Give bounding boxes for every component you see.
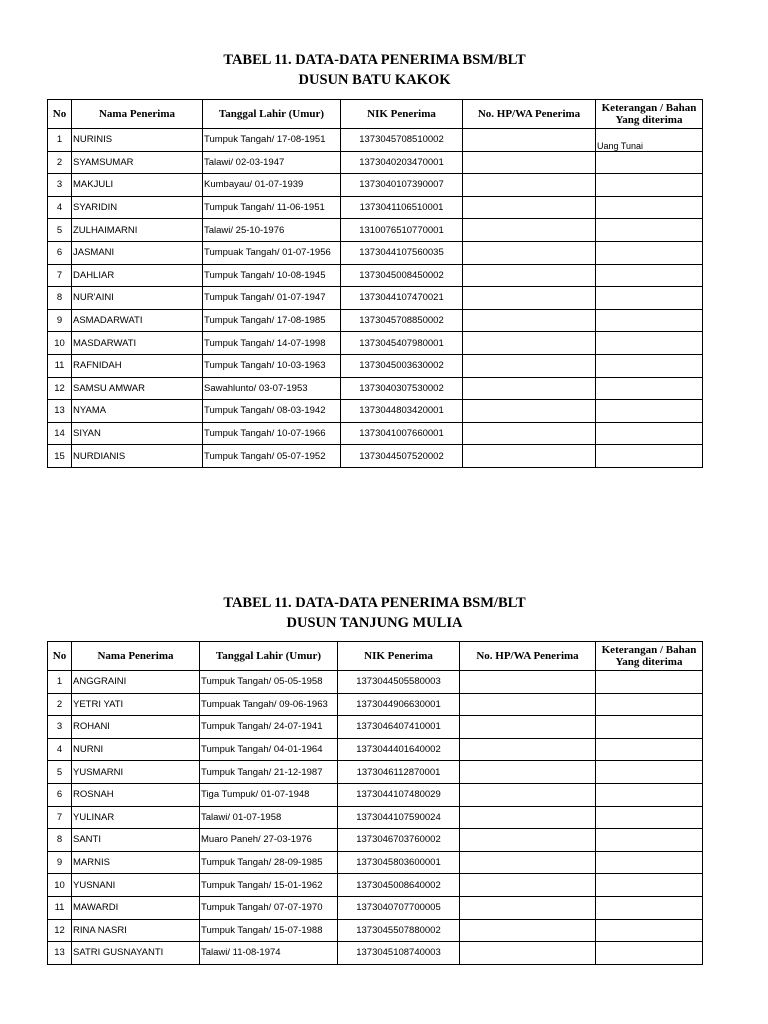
cell-nik: 1373044107590024 [338, 806, 460, 829]
table-title-line2: DUSUN BATU KAKOK [298, 72, 451, 88]
cell-nik: 1373045803600001 [338, 851, 460, 874]
cell-name: NURDIANIS [72, 445, 203, 468]
cell-name: MARNIS [72, 851, 200, 874]
cell-ket [596, 174, 703, 197]
table-row [48, 829, 703, 852]
cell-nik: 1373045008640002 [338, 874, 460, 897]
cell-hp [463, 241, 596, 264]
table-row [48, 942, 703, 965]
cell-no: 6 [48, 241, 72, 264]
cell-ket [596, 942, 703, 965]
cell-dob: Tumpuk Tangah/ 07-07-1970 [200, 896, 338, 919]
cell-name: MAKJULI [72, 174, 203, 197]
cell-nik: 1373045003630002 [341, 354, 463, 377]
header-dob: Tanggal Lahir (Umur) [200, 642, 338, 671]
cell-nik: 1373044507520002 [341, 445, 463, 468]
cell-name: DAHLIAR [72, 264, 203, 287]
cell-hp [463, 129, 596, 152]
cell-name: NYAMA [72, 400, 203, 423]
cell-no: 9 [48, 309, 72, 332]
header-nik: NIK Penerima [341, 100, 463, 129]
table-row [48, 919, 703, 942]
cell-name: NUR'AINI [72, 287, 203, 310]
cell-hp [460, 671, 596, 694]
cell-ket [596, 738, 703, 761]
table-row [48, 287, 703, 310]
table-title-line1: TABEL 11. DATA-DATA PENERIMA BSM/BLT [223, 595, 526, 611]
cell-hp [463, 400, 596, 423]
cell-dob: Talawi/ 02-03-1947 [203, 151, 341, 174]
cell-ket [596, 264, 703, 287]
table-title [47, 50, 702, 90]
cell-nik: 1373044107480029 [338, 783, 460, 806]
cell-ket [596, 445, 703, 468]
header-dob: Tanggal Lahir (Umur) [203, 100, 341, 129]
cell-nik: 1373045708510002 [341, 129, 463, 152]
cell-nik: 1373046407410001 [338, 716, 460, 739]
table-header-row [48, 642, 703, 671]
cell-dob: Tumpuk Tangah/ 21-12-1987 [200, 761, 338, 784]
cell-name: ASMADARWATI [72, 309, 203, 332]
cell-dob: Tumpuk Tangah/ 24-07-1941 [200, 716, 338, 739]
cell-dob: Tumpuk Tangah/ 14-07-1998 [203, 332, 341, 355]
cell-name: NURINIS [72, 129, 203, 152]
cell-ket [596, 806, 703, 829]
cell-dob: Tumpuk Tangah/ 28-09-1985 [200, 851, 338, 874]
table-row [48, 445, 703, 468]
table-title-line2: DUSUN TANJUNG MULIA [286, 615, 463, 631]
cell-ket [596, 671, 703, 694]
table-row [48, 219, 703, 242]
cell-no: 2 [48, 693, 72, 716]
cell-hp [463, 264, 596, 287]
cell-hp [463, 196, 596, 219]
cell-nik: 1373041106510001 [341, 196, 463, 219]
cell-dob: Tumpuk Tangah/ 05-07-1952 [203, 445, 341, 468]
cell-dob: Tumpuk Tangah/ 05-05-1958 [200, 671, 338, 694]
cell-no: 11 [48, 354, 72, 377]
cell-ket [596, 422, 703, 445]
cell-ket [596, 829, 703, 852]
cell-dob: Tumpuak Tangah/ 01-07-1956 [203, 241, 341, 264]
cell-no: 8 [48, 287, 72, 310]
cell-hp [460, 896, 596, 919]
cell-ket [596, 783, 703, 806]
cell-name: SANTI [72, 829, 200, 852]
cell-dob: Tumpuk Tangah/ 01-07-1947 [203, 287, 341, 310]
table-row [48, 174, 703, 197]
table-title-line1: TABEL 11. DATA-DATA PENERIMA BSM/BLT [223, 52, 526, 68]
cell-dob: Tumpuk Tangah/ 10-03-1963 [203, 354, 341, 377]
cell-ket [596, 919, 703, 942]
cell-ket [596, 693, 703, 716]
table-row [48, 196, 703, 219]
cell-dob: Tumpuk Tangah/ 15-07-1988 [200, 919, 338, 942]
cell-no: 1 [48, 671, 72, 694]
cell-no: 3 [48, 716, 72, 739]
cell-no: 11 [48, 896, 72, 919]
table-section-tanjung-mulia [47, 593, 702, 965]
cell-no: 14 [48, 422, 72, 445]
cell-hp [463, 445, 596, 468]
cell-no: 6 [48, 783, 72, 806]
cell-hp [463, 309, 596, 332]
cell-nik: 1373045708850002 [341, 309, 463, 332]
cell-hp [460, 693, 596, 716]
cell-hp [460, 829, 596, 852]
cell-dob: Tumpuk Tangah/ 11-06-1951 [203, 196, 341, 219]
cell-no: 3 [48, 174, 72, 197]
cell-hp [463, 422, 596, 445]
table-row [48, 761, 703, 784]
cell-nik: 1373041007660001 [341, 422, 463, 445]
table-row [48, 264, 703, 287]
cell-dob: Talawi/ 25-10-1976 [203, 219, 341, 242]
cell-hp [460, 874, 596, 897]
cell-dob: Tumpuk Tangah/ 15-01-1962 [200, 874, 338, 897]
cell-name: SIYAN [72, 422, 203, 445]
cell-dob: Tumpuk Tangah/ 17-08-1951 [203, 129, 341, 152]
header-name: Nama Penerima [72, 100, 203, 129]
cell-ket [596, 196, 703, 219]
cell-ket [596, 896, 703, 919]
table-row [48, 151, 703, 174]
cell-name: SAMSU AMWAR [72, 377, 203, 400]
cell-ket [596, 241, 703, 264]
cell-ket [596, 400, 703, 423]
cell-nik: 1373044401640002 [338, 738, 460, 761]
table-row [48, 671, 703, 694]
cell-ket [596, 151, 703, 174]
cell-nik: 1373040307530002 [341, 377, 463, 400]
cell-name: ROSNAH [72, 783, 200, 806]
cell-hp [463, 332, 596, 355]
cell-hp [463, 377, 596, 400]
cell-nik: 1373046703760002 [338, 829, 460, 852]
cell-ket [596, 851, 703, 874]
cell-no: 1 [48, 129, 72, 152]
header-hp: No. HP/WA Penerima [463, 100, 596, 129]
cell-hp [460, 738, 596, 761]
cell-ket [596, 354, 703, 377]
cell-no: 7 [48, 806, 72, 829]
cell-nik: 1373040203470001 [341, 151, 463, 174]
table-row [48, 896, 703, 919]
table-row [48, 716, 703, 739]
recipients-table [47, 641, 703, 965]
cell-no: 5 [48, 219, 72, 242]
cell-dob: Tumpuk Tangah/ 10-07-1966 [203, 422, 341, 445]
header-ket: Keterangan / Bahan Yang diterima [596, 100, 703, 129]
cell-hp [463, 151, 596, 174]
cell-hp [460, 806, 596, 829]
cell-dob: Talawi/ 11-08-1974 [200, 942, 338, 965]
table-row [48, 309, 703, 332]
cell-no: 4 [48, 196, 72, 219]
table-row [48, 129, 703, 152]
cell-dob: Tumpuk Tangah/ 08-03-1942 [203, 400, 341, 423]
cell-dob: Muaro Paneh/ 27-03-1976 [200, 829, 338, 852]
cell-name: SYARIDIN [72, 196, 203, 219]
cell-dob: Tumpuk Tangah/ 04-01-1964 [200, 738, 338, 761]
cell-nik: 1373044107560035 [341, 241, 463, 264]
table-row [48, 783, 703, 806]
cell-hp [460, 716, 596, 739]
cell-name: SATRI GUSNAYANTI [72, 942, 200, 965]
cell-name: MASDARWATI [72, 332, 203, 355]
cell-dob: Talawi/ 01-07-1958 [200, 806, 338, 829]
cell-dob: Tumpuk Tangah/ 10-08-1945 [203, 264, 341, 287]
cell-no: 13 [48, 942, 72, 965]
table-row [48, 241, 703, 264]
table-row [48, 874, 703, 897]
header-nik: NIK Penerima [338, 642, 460, 671]
cell-hp [460, 851, 596, 874]
cell-name: ROHANI [72, 716, 200, 739]
cell-nik: 1373044803420001 [341, 400, 463, 423]
cell-name: ANGGRAINI [72, 671, 200, 694]
cell-no: 12 [48, 919, 72, 942]
cell-nik: 1373045407980001 [341, 332, 463, 355]
cell-hp [463, 354, 596, 377]
cell-name: SYAMSUMAR [72, 151, 203, 174]
cell-name: RINA NASRI [72, 919, 200, 942]
table-row [48, 422, 703, 445]
table-row [48, 851, 703, 874]
cell-dob: Tumpuak Tangah/ 09-06-1963 [200, 693, 338, 716]
cell-ket [596, 377, 703, 400]
cell-ket [596, 309, 703, 332]
cell-dob: Tumpuk Tangah/ 17-08-1985 [203, 309, 341, 332]
cell-name: NURNI [72, 738, 200, 761]
cell-nik: 1373045108740003 [338, 942, 460, 965]
cell-nik: 1373045008450002 [341, 264, 463, 287]
cell-hp [463, 219, 596, 242]
cell-nik: 1373044505580003 [338, 671, 460, 694]
cell-name: MAWARDI [72, 896, 200, 919]
table-row [48, 332, 703, 355]
cell-nik: 1373046112870001 [338, 761, 460, 784]
cell-no: 8 [48, 829, 72, 852]
cell-ket: Uang Tunai [596, 129, 703, 152]
cell-nik: 1373044107470021 [341, 287, 463, 310]
cell-no: 15 [48, 445, 72, 468]
header-hp: No. HP/WA Penerima [460, 642, 596, 671]
table-row [48, 693, 703, 716]
cell-dob: Tiga Tumpuk/ 01-07-1948 [200, 783, 338, 806]
cell-no: 12 [48, 377, 72, 400]
table-row [48, 806, 703, 829]
cell-hp [463, 174, 596, 197]
cell-hp [460, 942, 596, 965]
cell-no: 7 [48, 264, 72, 287]
cell-ket [596, 219, 703, 242]
cell-nik: 1310076510770001 [341, 219, 463, 242]
table-row [48, 738, 703, 761]
cell-name: YUSNANI [72, 874, 200, 897]
table-section-batu-kakok [47, 50, 702, 468]
cell-no: 9 [48, 851, 72, 874]
cell-name: YUSMARNI [72, 761, 200, 784]
cell-no: 13 [48, 400, 72, 423]
cell-nik: 1373040107390007 [341, 174, 463, 197]
cell-dob: Kumbayau/ 01-07-1939 [203, 174, 341, 197]
header-no: No [48, 100, 72, 129]
header-ket: Keterangan / Bahan Yang diterima [596, 642, 703, 671]
cell-name: JASMANI [72, 241, 203, 264]
cell-no: 4 [48, 738, 72, 761]
cell-nik: 1373040707700005 [338, 896, 460, 919]
cell-dob: Sawahlunto/ 03-07-1953 [203, 377, 341, 400]
header-no: No [48, 642, 72, 671]
table-title [47, 593, 702, 633]
cell-no: 5 [48, 761, 72, 784]
cell-ket [596, 761, 703, 784]
cell-hp [463, 287, 596, 310]
cell-no: 10 [48, 874, 72, 897]
cell-ket [596, 716, 703, 739]
cell-ket [596, 874, 703, 897]
cell-hp [460, 761, 596, 784]
header-name: Nama Penerima [72, 642, 200, 671]
cell-ket [596, 332, 703, 355]
recipients-table [47, 99, 703, 468]
cell-name: ZULHAIMARNI [72, 219, 203, 242]
table-row [48, 354, 703, 377]
cell-name: RAFNIDAH [72, 354, 203, 377]
cell-no: 10 [48, 332, 72, 355]
cell-name: YETRI YATI [72, 693, 200, 716]
table-row [48, 377, 703, 400]
cell-nik: 1373044906630001 [338, 693, 460, 716]
cell-hp [460, 919, 596, 942]
cell-name: YULINAR [72, 806, 200, 829]
table-row [48, 400, 703, 423]
cell-ket [596, 287, 703, 310]
cell-nik: 1373045507880002 [338, 919, 460, 942]
cell-hp [460, 783, 596, 806]
cell-no: 2 [48, 151, 72, 174]
table-header-row [48, 100, 703, 129]
